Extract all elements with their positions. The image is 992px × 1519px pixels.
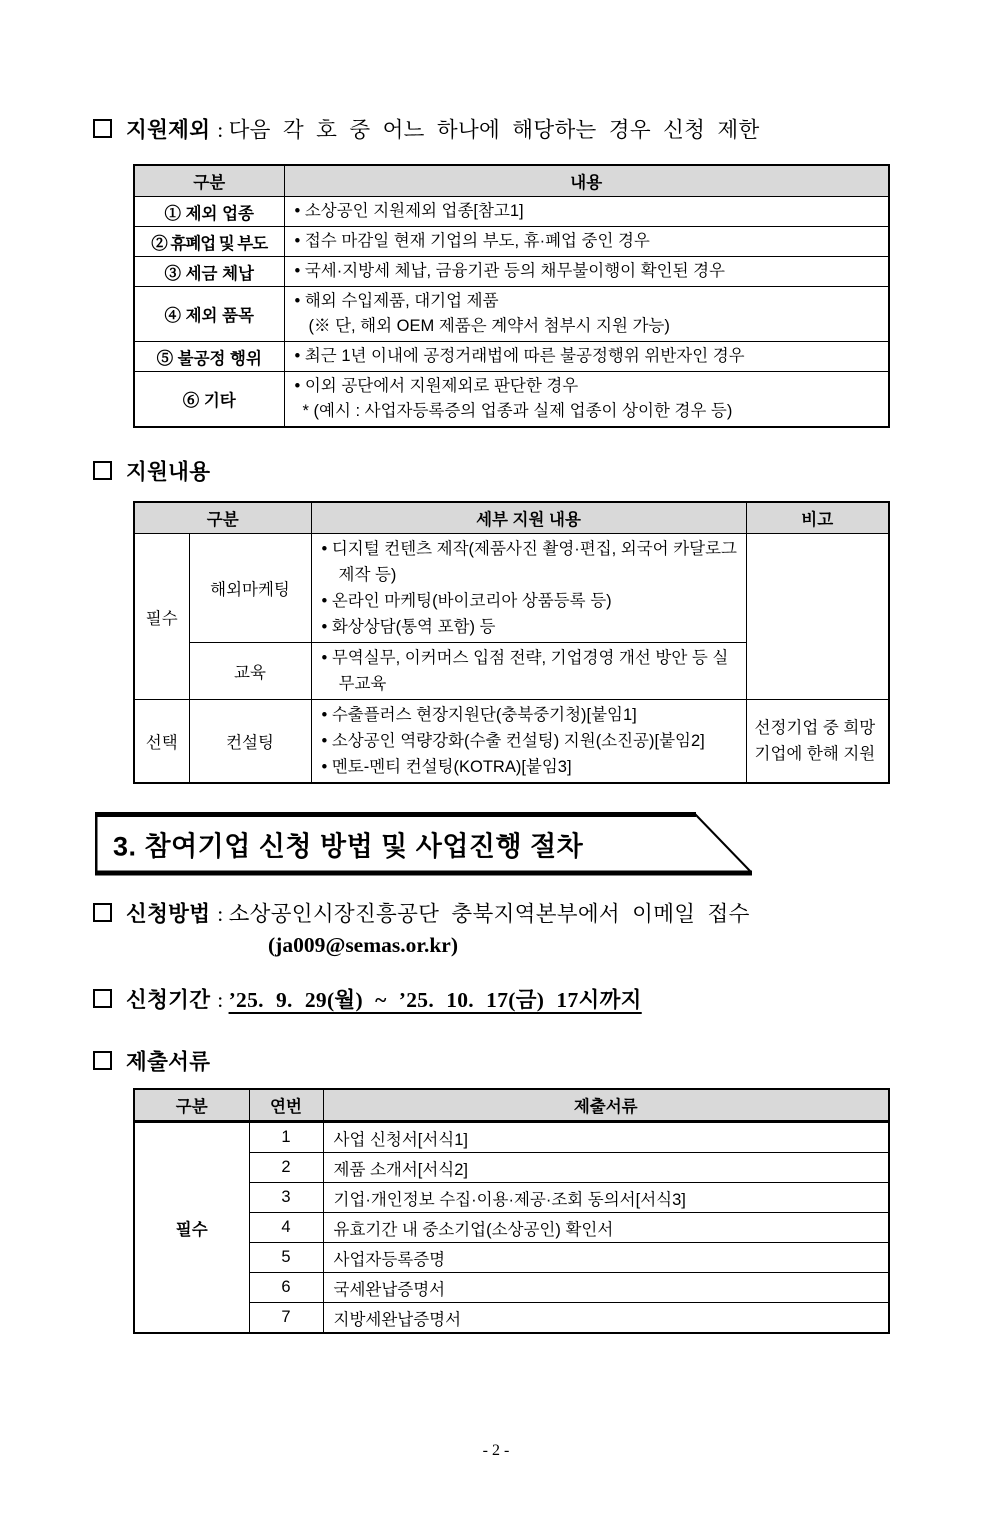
category-cell: 선택 [134,700,189,784]
content-col-note: 비고 [746,502,889,534]
doc-no: 4 [249,1213,323,1243]
row-label: ③ 세금 체납 [134,257,284,287]
apply-method-heading [93,900,992,928]
bullet-line: • 수출플러스 현장지원단(충북중기청)[붙임1] [321,706,637,724]
apply-period-heading [93,986,992,1014]
bullet-line: • 소상공인 역량강화(수출 컨설팅) 지원(소진공)[붙임2] [321,732,705,750]
apply-period-label: 신청기간 [126,988,211,1012]
doc-name: 사업자등록증명 [323,1243,889,1273]
doc-no: 3 [249,1183,323,1213]
section-marker-square-icon [93,903,112,922]
bullet-line: • 디지털 컨텐츠 제작(제품사진 촬영·편집, 외국어 카달로그 제작 등) [321,540,737,584]
detail-cell [311,534,746,643]
doc-name: 사업 신청서[서식1] [323,1122,889,1153]
table-row [134,1122,889,1153]
row-label: ① 제외 업종 [134,197,284,227]
section-content-title: 지원내용 [126,460,211,484]
doc-no: 2 [249,1153,323,1183]
bullet-line: • 온라인 마케팅(바이코리아 상품등록 등) [321,592,612,610]
subcategory-cell: 해외마케팅 [189,534,311,643]
doc-name: 기업·개인정보 수집·이용·제공·조회 동의서[서식3] [323,1183,889,1213]
apply-email: (ja009@semas.or.kr) [268,933,458,957]
table-row [134,257,889,287]
content-line: • 해외 수입제품, 대기업 제품 [294,292,499,310]
bullet-line: • 무역실무, 이커머스 입점 전략, 기업경영 개선 방안 등 실무교육 [321,649,729,693]
bullet-line: • 화상상담(통역 포함) 등 [321,618,496,636]
content-line: • 국세·지방세 체납, 금융기관 등의 채무불이행이 확인된 경우 [294,262,725,280]
note-cell: 선정기업 중 희망 기업에 한해 지원 [746,700,889,784]
section-exclusion-title: 지원제외 [126,118,211,142]
docs-label: 제출서류 [126,1050,211,1074]
content-table [133,501,890,784]
section-marker-square-icon [93,1051,112,1070]
docs-heading [93,1048,992,1076]
table-row [134,372,889,428]
row-label: ④ 제외 품목 [134,287,284,342]
section-exclusion-subtitle: 다음 각 호 중 어느 하나에 해당하는 경우 신청 제한 [228,118,760,142]
page-number: - 2 - [482,1442,510,1459]
table-row [134,342,889,372]
doc-name: 지방세완납증명서 [323,1303,889,1334]
table-row [134,700,889,784]
content-line: • 이외 공단에서 지원제외로 판단한 경우 [294,377,579,395]
section-marker-square-icon [93,461,112,480]
docs-col-type: 구분 [134,1089,249,1122]
section3-banner [95,812,755,876]
docs-category-cell: 필수 [134,1122,249,1334]
doc-name: 유효기간 내 중소기업(소상공인) 확인서 [323,1213,889,1243]
doc-no: 6 [249,1273,323,1303]
doc-no: 5 [249,1243,323,1273]
section-marker-square-icon [93,989,112,1008]
docs-header-row [134,1089,889,1122]
detail-cell [311,643,746,700]
apply-method-label: 신청방법 [126,902,211,926]
subcategory-cell: 컨설팅 [189,700,311,784]
document-page [0,116,992,1459]
note-cell-empty [746,534,889,700]
row-label: ⑥ 기타 [134,372,284,428]
content-col-type: 구분 [134,502,311,534]
detail-cell [311,700,746,784]
bullet-line: • 멘토-멘티 컨설팅(KOTRA)[붙임3] [321,758,572,776]
exclusion-header-row [134,165,889,197]
row-content [284,257,889,287]
doc-no: 7 [249,1303,323,1334]
heading-colon: : [217,902,224,926]
row-label: ② 휴폐업 및 부도 [134,227,284,257]
content-line: • 소상공인 지원제외 업종[참고1] [294,202,524,220]
content-line: • 접수 마감일 현재 기업의 부도, 휴·폐업 중인 경우 [294,232,650,250]
content-header-row [134,502,889,534]
row-content [284,197,889,227]
table-row [134,227,889,257]
row-content [284,227,889,257]
doc-no: 1 [249,1122,323,1153]
doc-name: 국세완납증명서 [323,1273,889,1303]
section-marker-square-icon [93,119,112,138]
section-exclusion-heading [93,116,992,144]
heading-colon: : [217,988,224,1012]
docs-col-doc: 제출서류 [323,1089,889,1122]
table-row [134,197,889,227]
heading-colon: : [217,118,224,142]
content-col-detail: 세부 지원 내용 [311,502,746,534]
apply-method-text: 소상공인시장진흥공단 충북지역본부에서 이메일 접수 [228,902,750,926]
row-content [284,372,889,428]
docs-col-no: 연번 [249,1089,323,1122]
section3-title: 3. 참여기업 신청 방법 및 사업진행 절차 [113,831,584,862]
doc-name: 제품 소개서[서식2] [323,1153,889,1183]
content-subline: (※ 단, 해외 OEM 제품은 계약서 첨부시 지원 가능) [308,317,670,335]
row-content [284,287,889,342]
content-line: • 최근 1년 이내에 공정거래법에 따른 불공정행위 위반자인 경우 [294,347,745,365]
content-subline: * (예시 : 사업자등록증의 업종과 실제 업종이 상이한 경우 등) [302,402,733,420]
row-label: ⑤ 불공정 행위 [134,342,284,372]
row-content [284,342,889,372]
docs-table [133,1088,890,1334]
apply-period-date: ’25. 9. 29(월) ~ ’25. 10. 17(금) 17시까지 [228,988,642,1012]
section-content-heading [93,458,992,486]
exclusion-table [133,164,890,428]
category-cell: 필수 [134,534,189,700]
exclusion-col-type: 구분 [134,165,284,197]
table-row [134,287,889,342]
exclusion-col-content: 내용 [284,165,889,197]
table-row [134,534,889,643]
subcategory-cell: 교육 [189,643,311,700]
